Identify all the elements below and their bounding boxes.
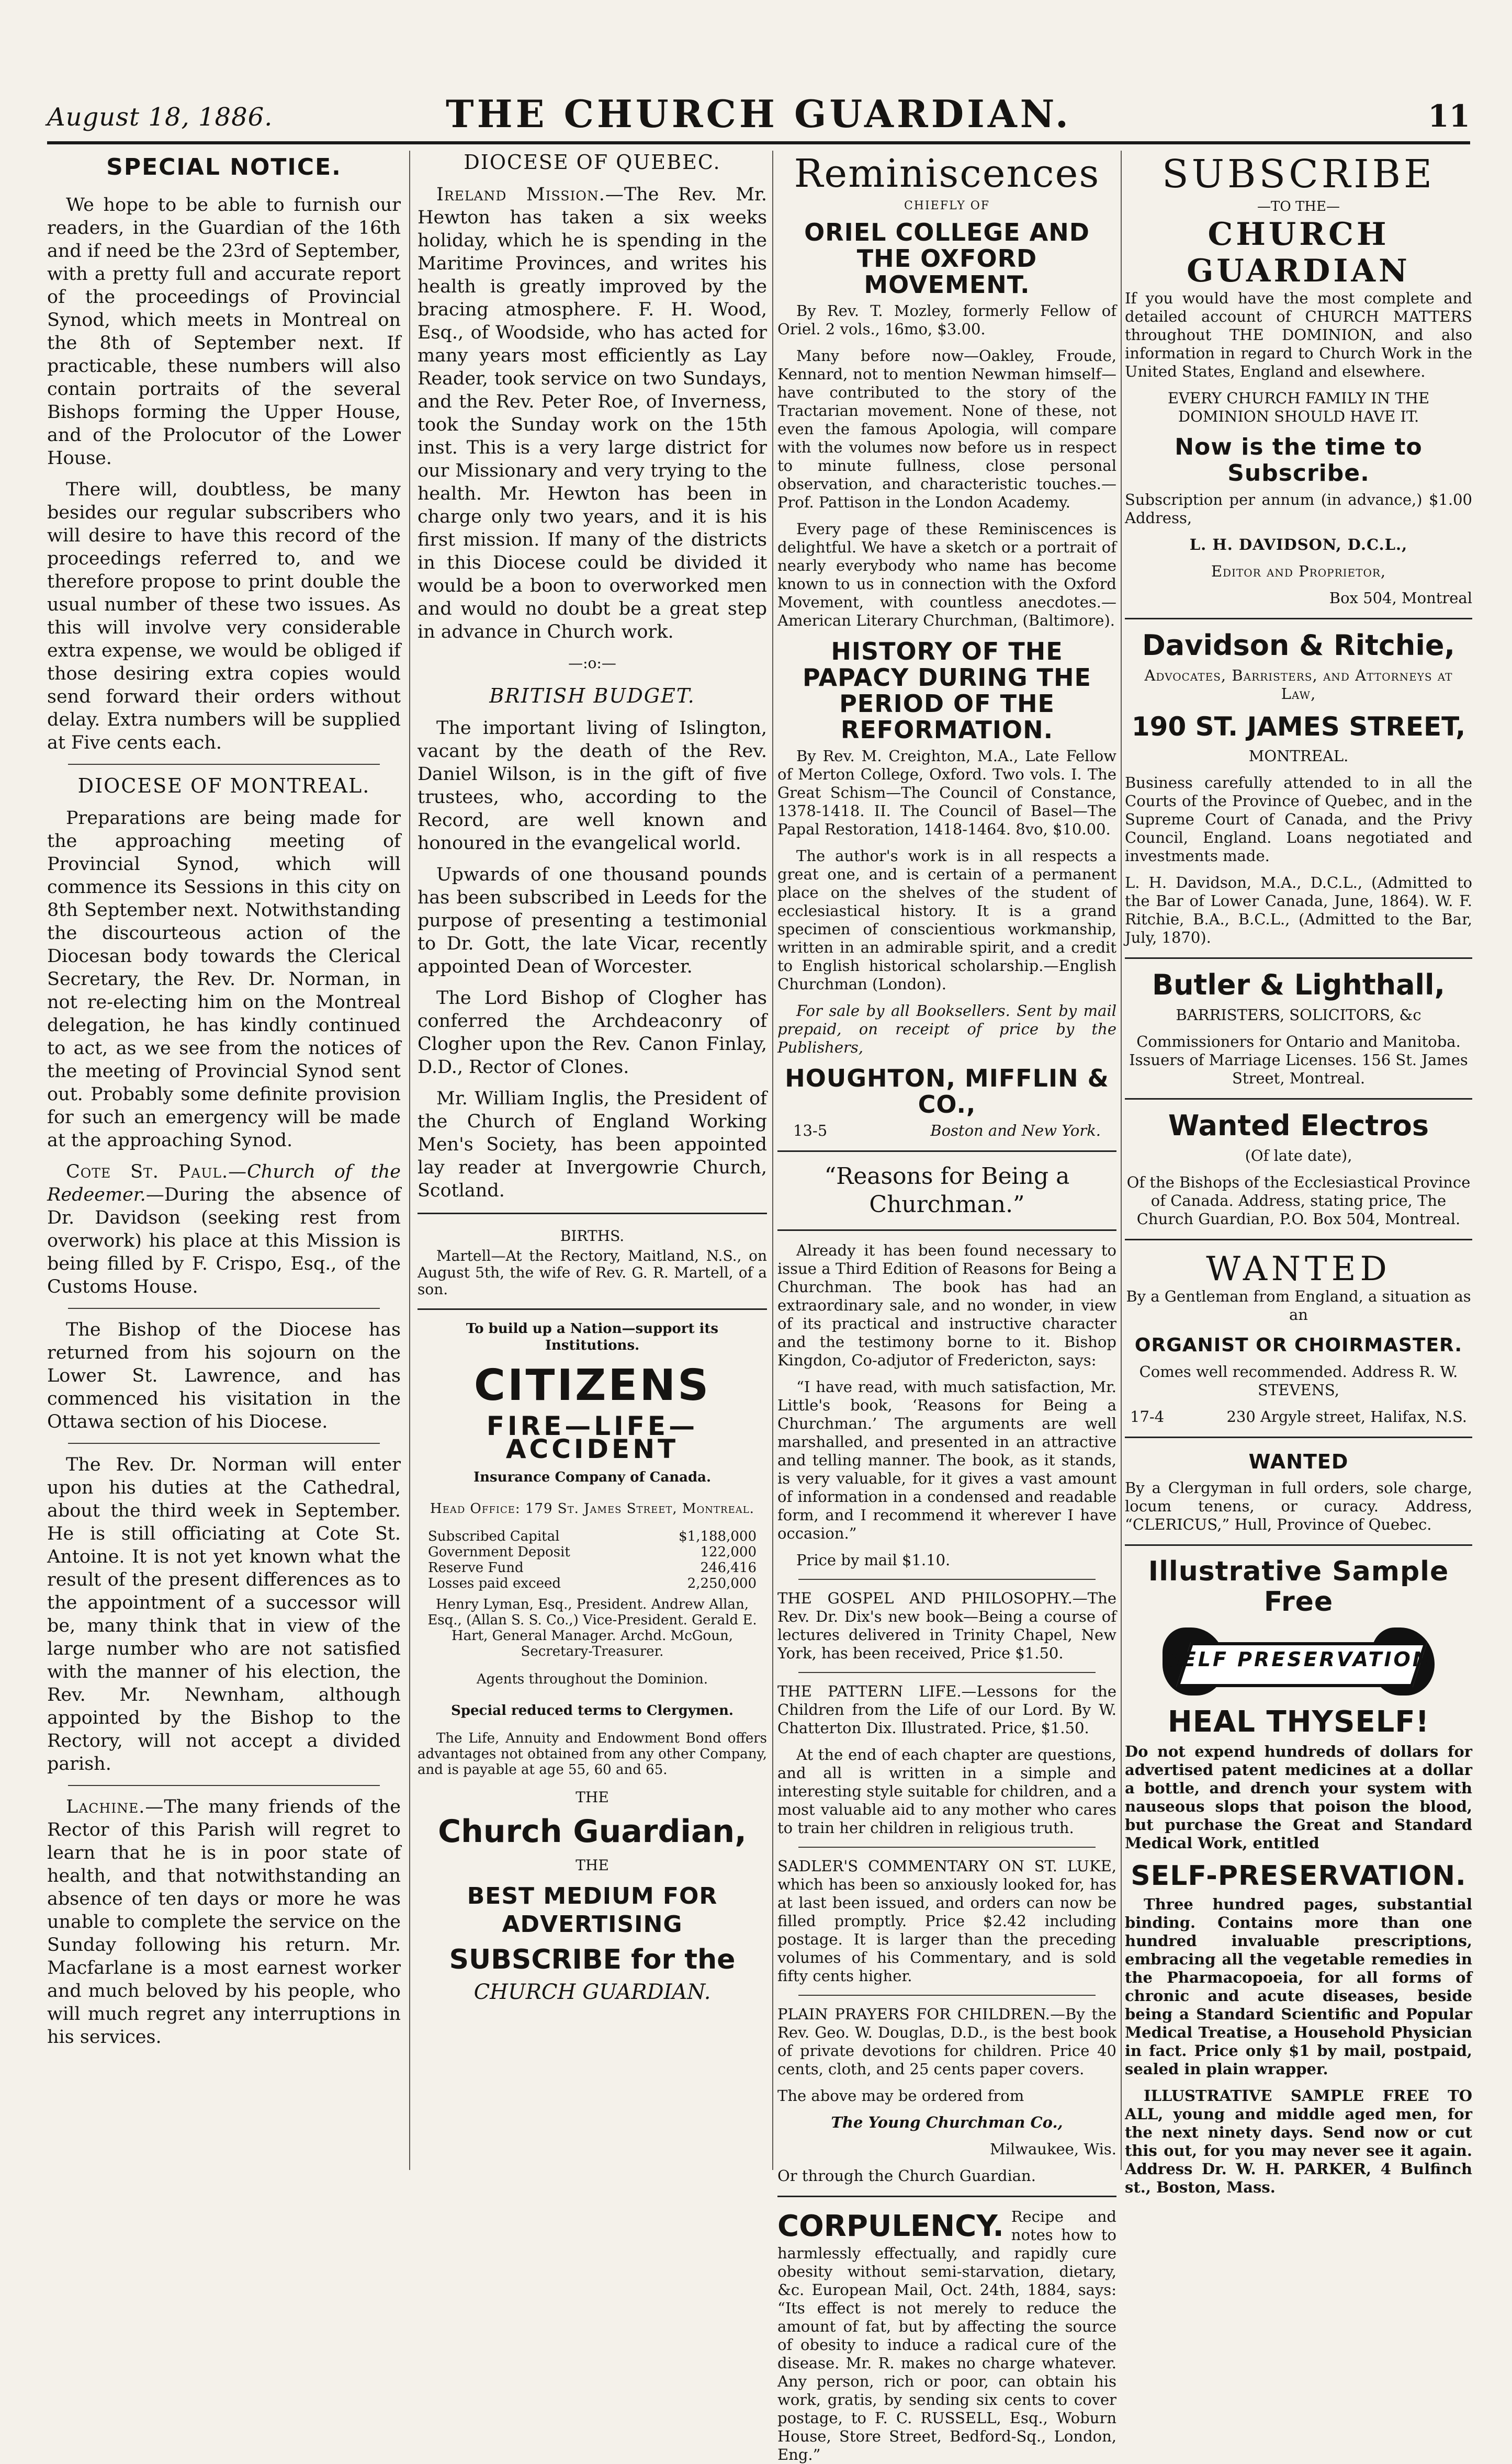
- davidson-role: Advocates, Barristers, and Attorneys at Law,: [1144, 666, 1453, 703]
- cote-lead: Cote St. Paul.—: [66, 1161, 247, 1182]
- divider: [68, 1443, 380, 1444]
- subscription-price: Subscription per annum (in advance,) $1.00 Address,: [1125, 491, 1472, 527]
- heal-body: Do not expend hundreds of dollars for advertised patent medicines at a dollar a bottle, and drench your system with nauseous slops that poison the blood, but purchase the Great and Standard Medical Work, entitled: [1125, 1743, 1472, 1852]
- cote-st-paul-item: [47, 1160, 401, 1298]
- divider: [798, 1995, 1096, 1996]
- ireland-lead: Ireland Mission.—: [436, 184, 624, 205]
- organist-body: Comes well recommended. Address R. W. STEVENS,: [1139, 1363, 1458, 1399]
- column-4: [1125, 151, 1472, 2196]
- reasons-price: Price by mail $1.10.: [796, 1551, 951, 1569]
- divider: [1125, 957, 1472, 959]
- chiefly-of: CHIEFLY OF: [904, 199, 990, 212]
- column-1: [47, 151, 401, 2170]
- houghton-row: [793, 1122, 1101, 1140]
- subscribe-body: If you would have the most complete and detailed account of CHURCH MATTERS throughout THE DOMINION, and also information in regard to Church Work in the United States, England and elsewhere.: [1125, 289, 1472, 380]
- divider: [1125, 1437, 1472, 1438]
- bishop-return-item: The Bishop of the Diocese has returned from his sojourn on the Lower St. Lawrence, and has commenced his visitation in the Ottawa section of his Diocese.: [47, 1319, 401, 1432]
- births-body: Martell—At the Rectory, Maitland, N.S., on August 5th, the wife of Rev. G. R. Martell, of a son.: [418, 1247, 767, 1298]
- masthead: [47, 78, 1470, 144]
- divider: [1125, 1544, 1472, 1546]
- divider: [1125, 618, 1472, 619]
- papacy-review: The author's work is in all respects a great one, and is certain of a permanent place on the shelves of the student of ecclesiastical history. It is a grand specimen of conscientious workmanship, written in an admirable spirit, and a credit to English historical scholarship.—English Churchman (London).: [777, 847, 1116, 993]
- special-notice-body-2: There will, doubtless, be many besides our regular subscribers who will desire to have this record of the proceedings referred to, and we therefore propose to print double the usual number of these two issues. As this will involve very considerable extra expense, we would be obliged if those desiring extra copies would send forward their orders without delay. Extra numbers will be supplied at Five cents each.: [47, 479, 401, 753]
- reminiscences-review: Many before now—Oakley, Froude, Kennard, not to mention Newman himself—have contributed to the story of the Tractarian movement. None of these, not even the famous Apologia, will compare with the volumes now before us in respect to minute fullness, close personal observation, and characteristic touches.—Prof. Pattison in the London Academy.: [777, 347, 1116, 511]
- table-row: Government Deposit 122,000: [428, 1544, 757, 1560]
- church-guardian-heading: CHURCH GUARDIAN: [1187, 216, 1411, 289]
- table-row: Losses paid exceed 2,250,000: [428, 1576, 757, 1591]
- reminiscences-author: By Rev. T. Mozley, formerly Fellow of Oriel. 2 vols., 16mo, $3.00.: [777, 302, 1116, 338]
- citizens-tagline: To build up a Nation—support its Institutions.: [466, 1321, 719, 1353]
- organist-address: 230 Argyle street, Halifax, N.S.: [1226, 1408, 1467, 1426]
- reminiscences-heading: Reminiscences: [794, 151, 1100, 196]
- davidson-names: L. H. Davidson, M.A., D.C.L., (Admitted to the Bar of Lower Canada, June, 1864). W. F. Ritchie, B.A., B.C.L., (Admitted to the Bar, July, 1870).: [1125, 874, 1472, 946]
- pattern-item: THE PATTERN LIFE.—Lessons for the Children from the Life of our Lord. By W. Chatterton Dix. Illustrated. Price, $1.50.: [777, 1682, 1116, 1737]
- butler-lighthall: Butler & Lighthall,: [1152, 968, 1446, 1001]
- column-3: [777, 151, 1116, 2463]
- ad-the: THE: [576, 1789, 609, 1806]
- davidson-city: MONTREAL.: [1248, 747, 1349, 765]
- young-churchman: The Young Churchman Co.,: [831, 2113, 1063, 2131]
- dr-norman-item: The Rev. Dr. Norman will enter upon his duties at the Cathedral, about the third week in September. He is still officiating at Cote St. Antoine. It is not yet known what the result of the present differences as to the appointment of a successor will be, many think that in view of the large number who are not satisfied with the manner of his election, the Rev. Mr. Newnham, although appointed by the Bishop to the Rectory, will not accept a divided parish.: [47, 1454, 401, 1774]
- or-through: Or through the Church Guardian.: [777, 2167, 1036, 2185]
- citizens-special: Special reduced terms to Clergymen.: [451, 1703, 734, 1719]
- reminiscences-review-2: Every page of these Reminiscences is delightful. We have a sketch or a portrait of nearly everybody who name has become known to us in connection with the Oxford Movement, with countless anecdotes.—American Literary Churchman, (Baltimore).: [777, 520, 1116, 629]
- divider: [777, 2196, 1116, 2197]
- plain-prayers-item: PLAIN PRAYERS FOR CHILDREN.—By the Rev. Geo. W. Douglas, D.D., is the best book of private devotions for children. Price 40 cents, cloth, and 25 cents paper covers.: [777, 2005, 1116, 2078]
- budget-item-2: Upwards of one thousand pounds has been subscribed in Leeds for the purpose of presenting a testimonial to Dr. Gott, the late Vicar, recently appointed Dean of Worcester.: [418, 864, 767, 977]
- papacy-heading: HISTORY OF THE PAPACY DURING THE PERIOD OF THE REFORMATION.: [803, 637, 1091, 744]
- organist-heading: ORGANIST OR CHOIRMASTER.: [1134, 1335, 1463, 1356]
- editor-box: Box 504, Montreal: [1329, 589, 1472, 607]
- houghton-code: 13-5: [793, 1122, 828, 1139]
- column-rule: [409, 151, 410, 2170]
- budget-item-1: The important living of Islington, vacant by the death of the Rev. Daniel Wilson, is in the gift of five trustees, who, according to the Record, are well known and honoured in the evangelical world.: [418, 718, 767, 854]
- citizens-name: CITIZENS: [473, 1361, 711, 1410]
- gospel-item: THE GOSPEL AND PHILOSOPHY.—The Rev. Dr. Dix's new book—Being a course of lectures delivered in Trinity Chapel, New York, has been received, Price $1.50.: [777, 1589, 1116, 1662]
- cote-body: —During the absence of Dr. Davidson (seeking rest from overwork) his place at this Mission is being filled by F. Crispo, Esq., of the Customs House.: [47, 1184, 401, 1297]
- every-family: EVERY CHURCH FAMILY IN THE DOMINION SHOULD HAVE IT.: [1167, 389, 1430, 425]
- electros-late: (Of late date),: [1245, 1147, 1352, 1165]
- divider: [68, 1308, 380, 1309]
- lachine-item: [47, 1795, 401, 2049]
- now-subscribe: Now is the time to Subscribe.: [1175, 434, 1423, 487]
- oriel-heading: ORIEL COLLEGE AND THE OXFORD MOVEMENT.: [804, 218, 1090, 299]
- sample-offer: ILLUSTRATIVE SAMPLE FREE TO ALL, young and middle aged men, for the next ninety days. Send now or cut this out, for you may never see it again. Address Dr. W. H. PARKER, 4 Bulfinch st., Boston, Mass.: [1125, 2087, 1472, 2196]
- order-note: The above may be ordered from: [777, 2087, 1024, 2105]
- organist-code: 17-4: [1130, 1408, 1165, 1426]
- to-the: —TO THE—: [1257, 199, 1340, 214]
- budget-item-4: Mr. William Inglis, the President of the Church of England Working Men's Society, has been appointed lay reader at Invergowrie Church, Scotland.: [418, 1088, 767, 1201]
- badge-text: SELF PRESERVATION: [1166, 1648, 1431, 1671]
- davidson-body: Business carefully attended to in all the Courts of the Province of Quebec, and in the Supreme Court of Canada, and the Privy Council, England. Loans negotiated and investments made.: [1125, 774, 1472, 865]
- divider: [798, 1579, 1096, 1580]
- table-row: Subscribed Capital $1,188,000: [428, 1529, 757, 1544]
- diocese-montreal-heading: DIOCESE OF MONTREAL.: [77, 774, 370, 797]
- electros-body: Of the Bishops of the Ecclesiastical Province of Canada. Address, stating price, The Church Guardian, P.O. Box 504, Montreal.: [1126, 1173, 1471, 1228]
- ad-best-medium: BEST MEDIUM FOR ADVERTISING: [467, 1883, 718, 1938]
- column-2: [418, 151, 767, 2170]
- editor-name: L. H. DAVIDSON, D.C.L.,: [1189, 536, 1408, 553]
- wanted-body: By a Gentleman from England, a situation as an: [1126, 1287, 1471, 1324]
- houghton-mifflin: HOUGHTON, MIFFLIN & CO.,: [785, 1064, 1109, 1118]
- diocese-quebec-heading: DIOCESE OF QUEBEC.: [464, 151, 721, 174]
- page-number: 11: [1428, 98, 1470, 134]
- citizens-agents: Agents throughout the Dominion.: [476, 1671, 708, 1687]
- subscribe-heading: SUBSCRIBE: [1161, 152, 1436, 197]
- editor-role: Editor and Proprietor,: [1211, 562, 1386, 580]
- column-rule: [772, 151, 773, 2170]
- sadler-item: SADLER'S COMMENTARY ON ST. LUKE, which has been so anxiously looked for, has at last been issued, and orders can now be filled promptly. Price $2.42 including postage. It is larger than the preceding volumes of his Commentary, and is sold fifty cents higher.: [777, 1857, 1116, 1985]
- special-notice-body: We hope to be able to furnish our readers, in the Guardian of the 16th and if need be the 23rd of September, with a pretty full and accurate report of the proceedings of Provincial Synod, which meets in Montreal on the 8th of September next. If practicable, these numbers will also contain portraits of the several Bishops forming the Upper House, and of the Prolocutor of the Lower House.: [47, 195, 401, 469]
- corpulency-heading: CORPULENCY.: [777, 2209, 1004, 2243]
- wanted-heading: WANTED: [1206, 1250, 1391, 1288]
- sale-note: For sale by all Booksellers. Sent by mail prepaid, on receipt of price by the Publishers,: [777, 1002, 1116, 1056]
- illustrative-sample-heading: Illustrative Sample Free: [1148, 1556, 1449, 1618]
- citizens-table: [428, 1529, 757, 1591]
- column-rule: [1121, 151, 1122, 2170]
- self-preservation-heading: SELF-PRESERVATION.: [1131, 1860, 1466, 1892]
- ireland-body: The Rev. Mr. Hewton has taken a six weeks holiday, which he is spending in the Maritime Provinces, and writes his health is greatly improved by the bracing atmosphere. F. H. Wood, Esq., of Woodside, who has acted for many years most efficiently as Lay Reader, took service on two Sundays, and the Rev. Peter Roe, of Inverness, took the Sunday work on the 15th inst. This is a very large district for our Missionary and very trying to the health. Mr. Hewton has been in charge only two years, and it is his first mission. If many of the districts in this Diocese could be divided it would be a boon to overworked men and would no doubt be a great step in advance in Church work.: [418, 184, 767, 642]
- wanted-2-body: By a Clergyman in full orders, sole charge, locum tenens, or curacy. Address, “CLERICUS,” Hull, Province of Quebec.: [1125, 1479, 1472, 1533]
- butler-body: Commissioners for Ontario and Manitoba. Issuers of Marriage Licenses. 156 St. James Street, Montreal.: [1129, 1033, 1468, 1087]
- self-preservation-body: Three hundred pages, substantial binding. Contains more than one hundred invaluable prescriptions, embracing all the vegetable remedies in the Pharmacopoeia, for all forms of chronic and acute diseases, beside being a Standard Scientific and Popular Medical Treatise, a Household Physician in fact. Price only $1 by mail, postpaid, sealed in plain wrapper.: [1125, 1895, 1472, 2078]
- ireland-mission-item: [418, 183, 767, 643]
- citizens-lines: FIRE—LIFE—ACCIDENT: [486, 1411, 698, 1464]
- reasons-quote: “I have read, with much satisfaction, Mr. Little's book, ‘Reasons for Being a Churchman.’ The arguments are well marshalled, and presented in an attractive and telling manner. The book, as it stands, is very valuable, for it gives a vast amount of information in a condensed and readable form, and I recommend it wherever I have occasion.”: [777, 1378, 1116, 1542]
- ad-cg-italic: CHURCH GUARDIAN.: [473, 1980, 711, 2004]
- divider: [1125, 1239, 1472, 1240]
- ad-subscribe: SUBSCRIBE for the: [449, 1944, 736, 1975]
- lachine-lead: Lachine.—: [66, 1796, 164, 1817]
- self-preservation-badge: [1163, 1627, 1435, 1696]
- milwaukee: Milwaukee, Wis.: [989, 2140, 1116, 2158]
- corpulency-body: Recipe and notes how to harmlessly effectually, and rapidly cure obesity without semi-starvation, dietary, &c. European Mail, Oct. 24th, 1884, says: “Its effect is not merely to reduce the amount of fat, but by affecting the source of obesity to induce a radical cure of the disease. Mr. R. makes no charge whatever. Any person, rich or poor, can obtain his work, gratis, by sending six cents to cover postage, to F. C. RUSSELL, Esq., Woburn House, Store Street, Bedford-Sq., London, Eng.”: [777, 2208, 1116, 2463]
- wanted-2-heading: WANTED: [1248, 1450, 1349, 1473]
- ornament-divider: —:o:—: [568, 654, 616, 672]
- cote-church: Church of the Redeemer.: [47, 1161, 401, 1205]
- ad-church-guardian: Church Guardian,: [438, 1813, 747, 1850]
- citizens-officers: Henry Lyman, Esq., President. Andrew Allan, Esq., (Allan S. S. Co.,) Vice-President. Gerald E. Hart, General Manager. Archd. McGoun, Secretary-Treasurer.: [427, 1597, 757, 1659]
- divider: [777, 1150, 1116, 1152]
- houghton-city: Boston and New York.: [930, 1122, 1101, 1139]
- table-row: Reserve Fund 246,416: [428, 1560, 757, 1576]
- papacy-author: By Rev. M. Creighton, M.A., Late Fellow of Merton College, Oxford. Two vols. I. The Great Schism—The Council of Constance, 1378-1418. II. The Council of Basel—The Papal Restoration, 1418-1464. 8vo, $10.00.: [777, 747, 1116, 838]
- births-heading: BIRTHS.: [560, 1227, 625, 1245]
- reasons-body: Already it has been found necessary to issue a Third Edition of Reasons for Being a Churchman. The book has had an extraordinary sale, and no wonder, in view of its practical and instructive character and the testimony borne to it. Bishop Kingdon, Co-adjutor of Fredericton, says:: [777, 1241, 1116, 1369]
- divider: [798, 1847, 1096, 1848]
- organist-row: [1130, 1408, 1467, 1426]
- pattern-item-2: At the end of each chapter are questions, and all is written in a simple and interesting style suitable for children, and a most valuable aid to any mother who cares to train her children in religious truth.: [777, 1746, 1116, 1837]
- issue-date: August 18, 1886.: [47, 103, 273, 132]
- divider: [1125, 1098, 1472, 1100]
- davidson-address: 190 ST. JAMES STREET,: [1131, 711, 1466, 742]
- budget-item-3: The Lord Bishop of Clogher has conferred the Archdeaconry of Clogher upon the Rev. Canon Finlay, D.D., Rector of Clones.: [418, 988, 767, 1078]
- corpulency-ad: [777, 2208, 1116, 2464]
- wanted-electros: Wanted Electros: [1168, 1109, 1429, 1142]
- lachine-body: The many friends of the Rector of this Parish will regret to learn that he is in poor state of health, and that notwithstanding an absence of ten days or more he was unable to complete the service on the Sunday following his return. Mr. Macfarlane is a most earnest worker and much beloved by his people, who will much regret any interruptions in his services.: [47, 1796, 401, 2048]
- newspaper-title: THE CHURCH GUARDIAN.: [446, 92, 1071, 136]
- divider: [68, 1785, 380, 1786]
- citizens-office: Head Office: 179 St. James Street, Montreal.: [430, 1501, 754, 1517]
- divider: [777, 1229, 1116, 1231]
- british-budget-heading: BRITISH BUDGET.: [489, 684, 695, 707]
- special-notice-heading: SPECIAL NOTICE.: [106, 154, 342, 180]
- davidson-ritchie: Davidson & Ritchie,: [1142, 629, 1455, 662]
- divider: [68, 764, 380, 765]
- citizens-life: The Life, Annuity and Endowment Bond offers advantages not obtained from any other Company, and is payable at age 55, 60 and 65.: [418, 1731, 767, 1778]
- butler-role: BARRISTERS, SOLICITORS, &c: [1176, 1006, 1421, 1024]
- divider: [418, 1213, 767, 1214]
- divider: [418, 1308, 767, 1310]
- diocese-montreal-body: Preparations are being made for the approaching meeting of Provincial Synod, which will commence its Sessions in this city on 8th September next. Notwithstanding the discourteous action of the Diocesan body towards the Clerical Secretary, the Rev. Dr. Norman, in not re-electing him on the Montreal delegation, he has kindly continued to act, as we see from the notices of the meeting of Provincial Synod sent out. Probably some definite provision for such an emergency will be made at the approaching Synod.: [47, 808, 401, 1151]
- divider: [798, 1672, 1096, 1673]
- reasons-heading: “Reasons for Being a Churchman.”: [824, 1163, 1070, 1218]
- heal-thyself-heading: HEAL THYSELF!: [1167, 1705, 1430, 1739]
- citizens-company: Insurance Company of Canada.: [473, 1470, 712, 1485]
- ad-the-2: THE: [576, 1857, 609, 1874]
